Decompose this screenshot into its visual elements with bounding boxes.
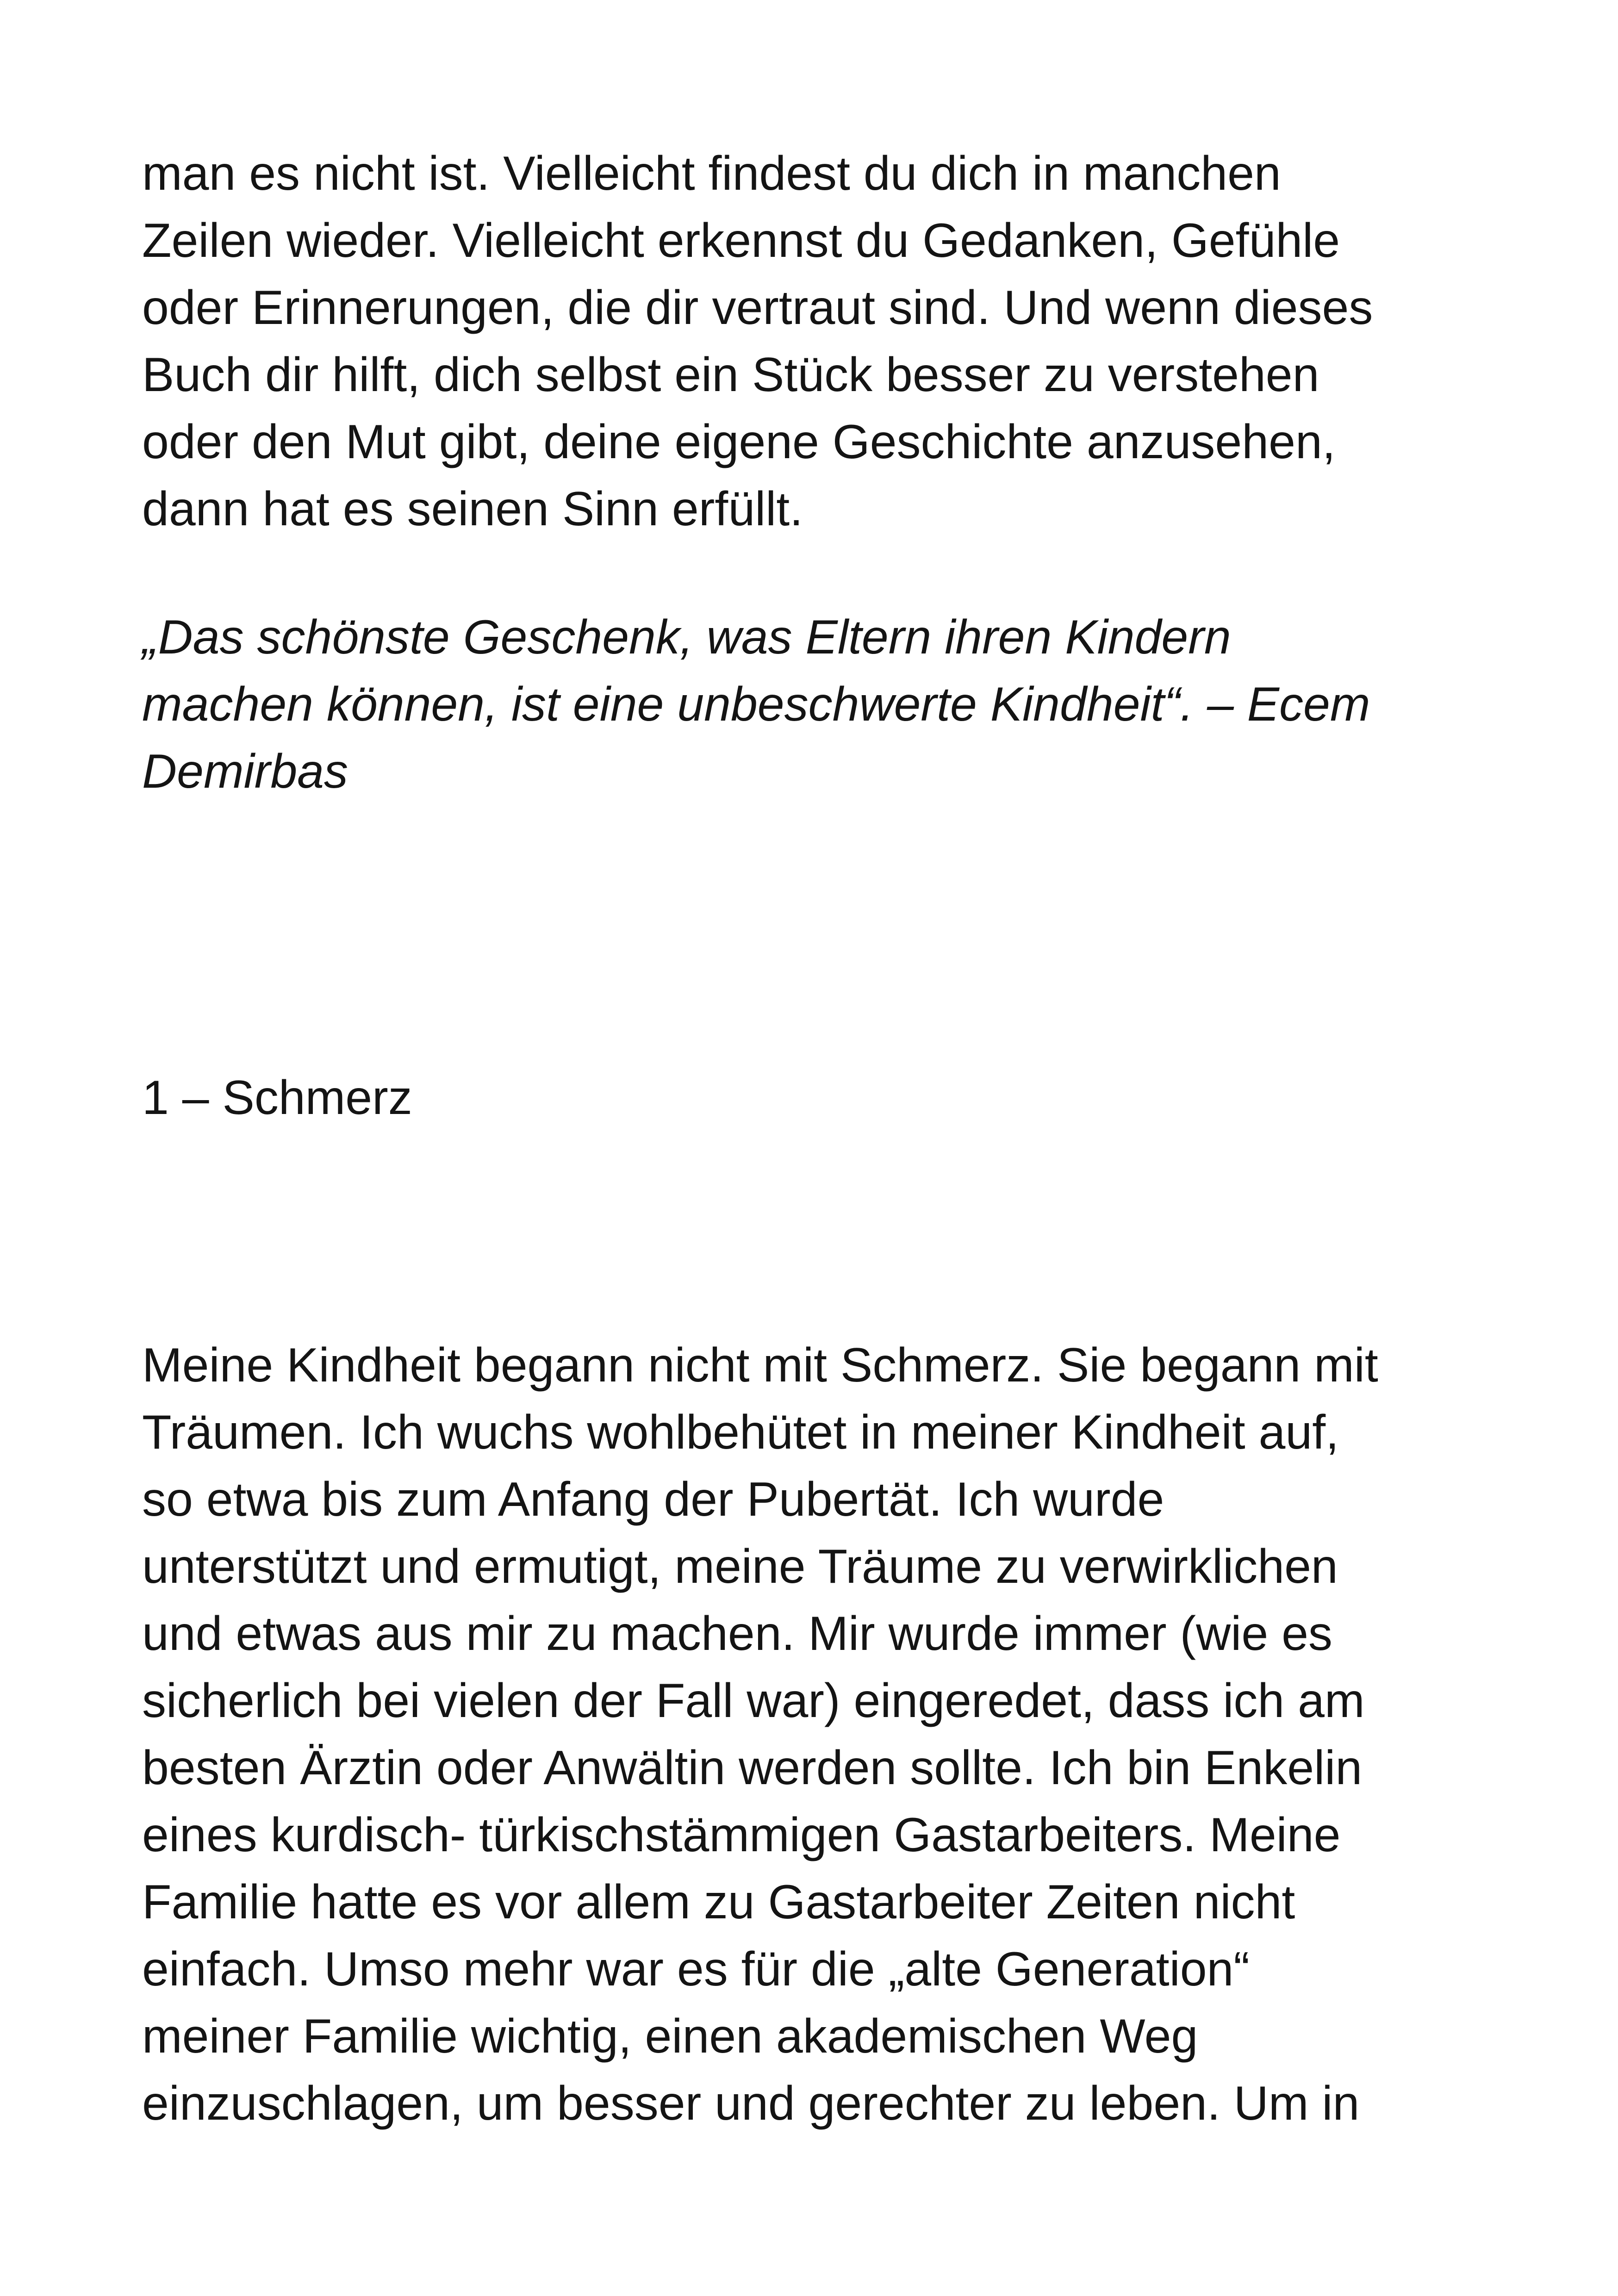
chapter-line: so etwa bis zum Anfang der Pubertät. Ich wurde	[142, 1473, 1164, 1526]
chapter-line: meiner Familie wichtig, einen akademischen Weg	[142, 2010, 1198, 2063]
quote-line: Demirbas	[142, 745, 348, 798]
chapter-heading: 1 – Schmerz	[142, 1071, 412, 1125]
chapter-line: und etwas aus mir zu machen. Mir wurde immer (wie es	[142, 1607, 1332, 1661]
chapter-line: Träumen. Ich wuchs wohlbehütet in meiner Kindheit auf,	[142, 1406, 1339, 1459]
intro-line: man es nicht ist. Vielleicht findest du dich in manchen	[142, 147, 1281, 200]
chapter-line: Meine Kindheit begann nicht mit Schmerz. Sie begann mit	[142, 1338, 1378, 1392]
chapter-line: einzuschlagen, um besser und gerechter zu leben. Um in	[142, 2077, 1360, 2130]
chapter-line: sicherlich bei vielen der Fall war) eingeredet, dass ich am	[142, 1674, 1365, 1728]
intro-line: Zeilen wieder. Vielleicht erkennst du Gedanken, Gefühle	[142, 214, 1340, 268]
chapter-line: besten Ärztin oder Anwältin werden sollte. Ich bin Enkelin	[142, 1741, 1363, 1795]
intro-line: oder Erinnerungen, die dir vertraut sind. Und wenn dieses	[142, 281, 1373, 335]
chapter-line: unterstützt und ermutigt, meine Träume zu verwirklichen	[142, 1540, 1338, 1593]
chapter-line: Familie hatte es vor allem zu Gastarbeiter Zeiten nicht	[142, 1875, 1295, 1929]
chapter-line: einfach. Umso mehr war es für die „alte Generation“	[142, 1942, 1250, 1996]
quote-line: machen können, ist eine unbeschwerte Kindheit“. – Ecem	[142, 678, 1370, 731]
quote-line: „Das schönste Geschenk, was Eltern ihren Kindern	[142, 610, 1231, 664]
chapter-line: eines kurdisch- türkischstämmigen Gastarbeiters. Meine	[142, 1808, 1341, 1862]
intro-line: dann hat es seinen Sinn erfüllt.	[142, 482, 803, 536]
intro-line: Buch dir hilft, dich selbst ein Stück besser zu verstehen	[142, 348, 1319, 402]
intro-line: oder den Mut gibt, deine eigene Geschichte anzusehen,	[142, 415, 1336, 469]
